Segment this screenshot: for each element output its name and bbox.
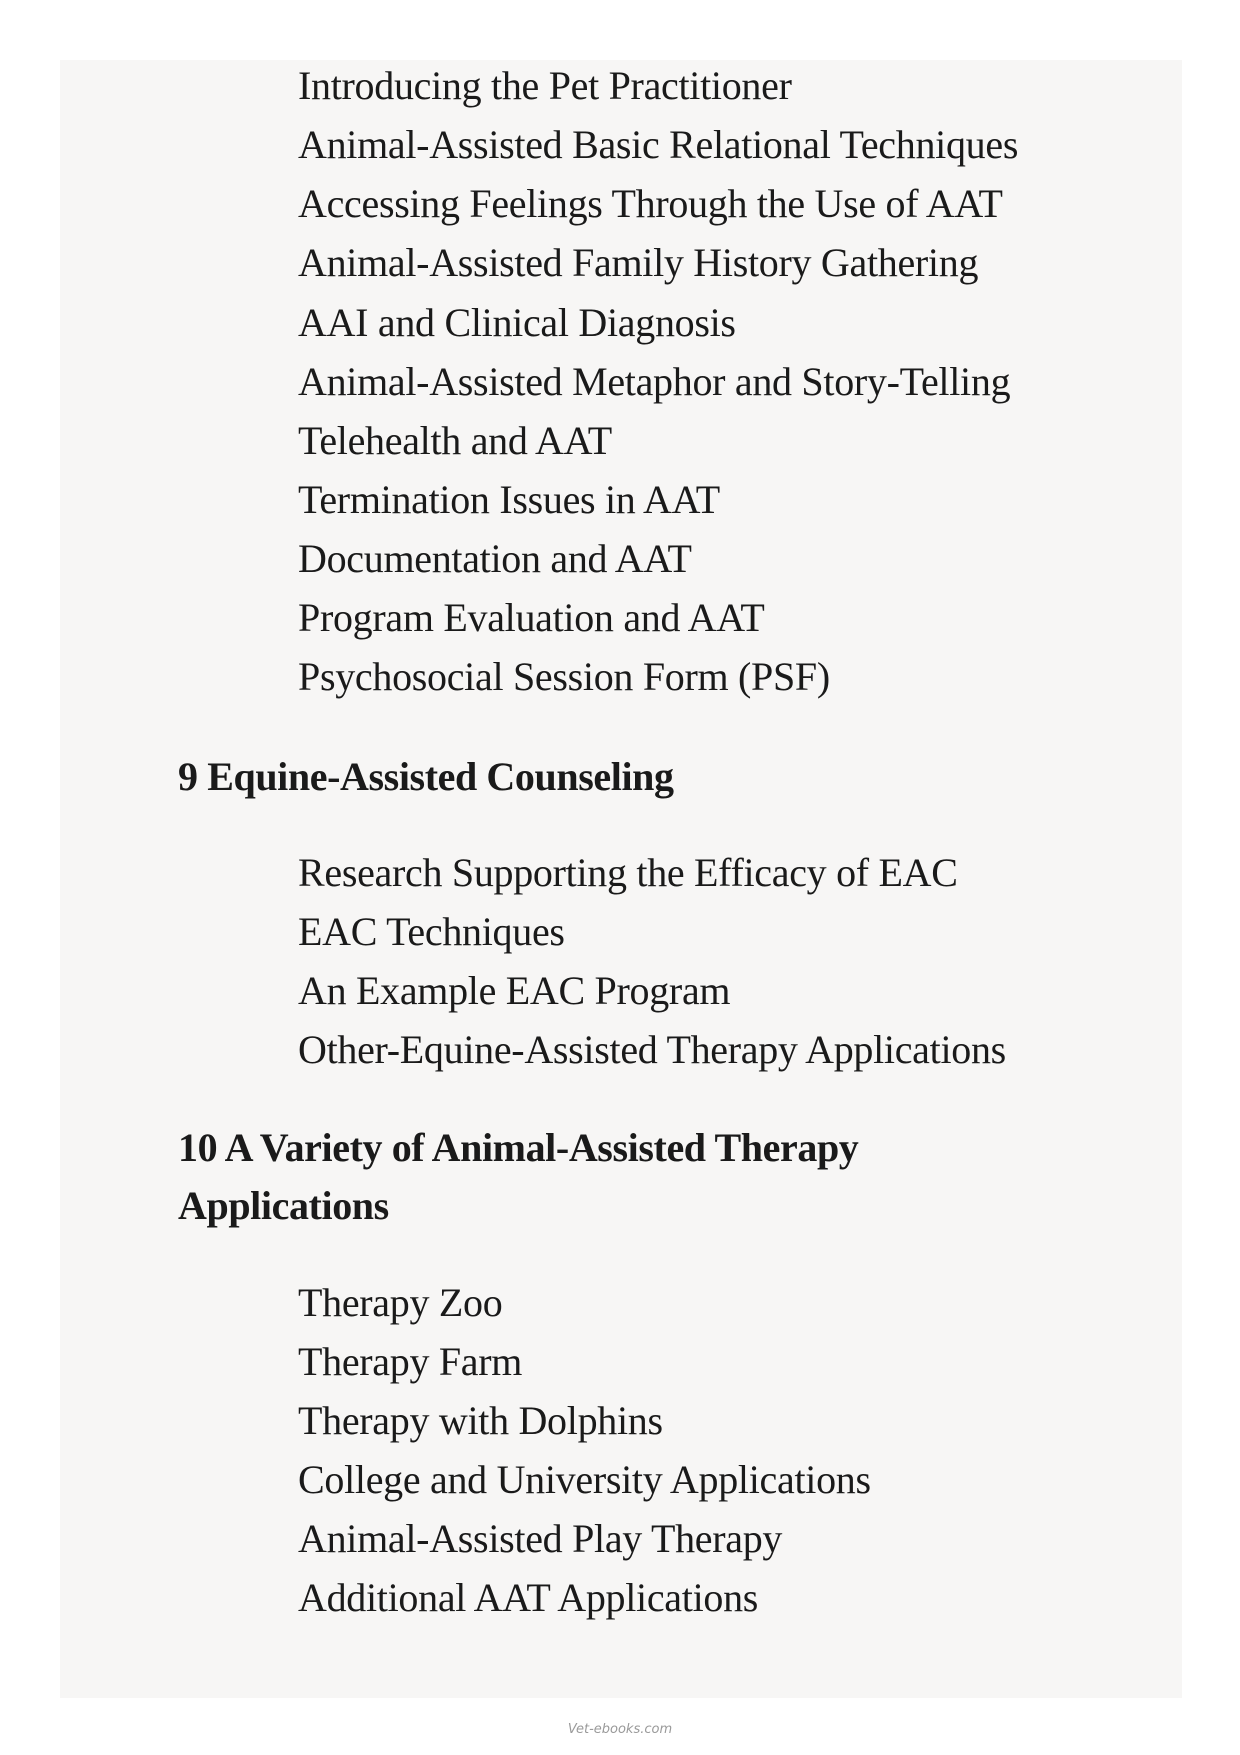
toc-entry[interactable]: Research Supporting the Efficacy of EAC (298, 850, 958, 895)
toc-entry[interactable]: Telehealth and AAT (298, 418, 612, 463)
toc-entry[interactable]: Animal-Assisted Metaphor and Story-Telling (298, 359, 1011, 404)
toc-entry[interactable]: Animal-Assisted Family History Gathering (298, 240, 979, 285)
toc-entry[interactable]: AAI and Clinical Diagnosis (298, 300, 736, 345)
toc-entry[interactable]: Accessing Feelings Through the Use of AAT (298, 181, 1003, 226)
toc-entry[interactable]: Introducing the Pet Practitioner (298, 63, 792, 108)
toc-entry[interactable]: Psychosocial Session Form (PSF) (298, 654, 830, 699)
toc-entry[interactable]: Therapy Farm (298, 1339, 523, 1384)
toc-entry[interactable]: Therapy Zoo (298, 1280, 503, 1325)
toc-entry[interactable]: Animal-Assisted Basic Relational Techniques (298, 122, 1019, 167)
chapter-heading-line-2[interactable]: Applications (178, 1183, 389, 1228)
toc-entry[interactable]: Termination Issues in AAT (298, 477, 720, 522)
toc-entry[interactable]: Therapy with Dolphins (298, 1398, 663, 1443)
toc-entry[interactable]: Documentation and AAT (298, 536, 692, 581)
watermark: Vet-ebooks.com (567, 1722, 673, 1737)
chapter-heading[interactable]: 9 Equine-Assisted Counseling (178, 754, 674, 799)
toc-entry[interactable]: EAC Techniques (298, 909, 565, 954)
toc-entry[interactable]: College and University Applications (298, 1457, 871, 1502)
toc-entry[interactable]: Animal-Assisted Play Therapy (298, 1516, 783, 1561)
toc-entry[interactable]: An Example EAC Program (298, 968, 731, 1013)
chapter-heading-line-1[interactable]: 10 A Variety of Animal-Assisted Therapy (178, 1125, 859, 1170)
toc-entry[interactable]: Additional AAT Applications (298, 1575, 759, 1620)
toc-entry[interactable]: Program Evaluation and AAT (298, 595, 765, 640)
toc-entry[interactable]: Other-Equine-Assisted Therapy Applications (298, 1027, 1006, 1072)
